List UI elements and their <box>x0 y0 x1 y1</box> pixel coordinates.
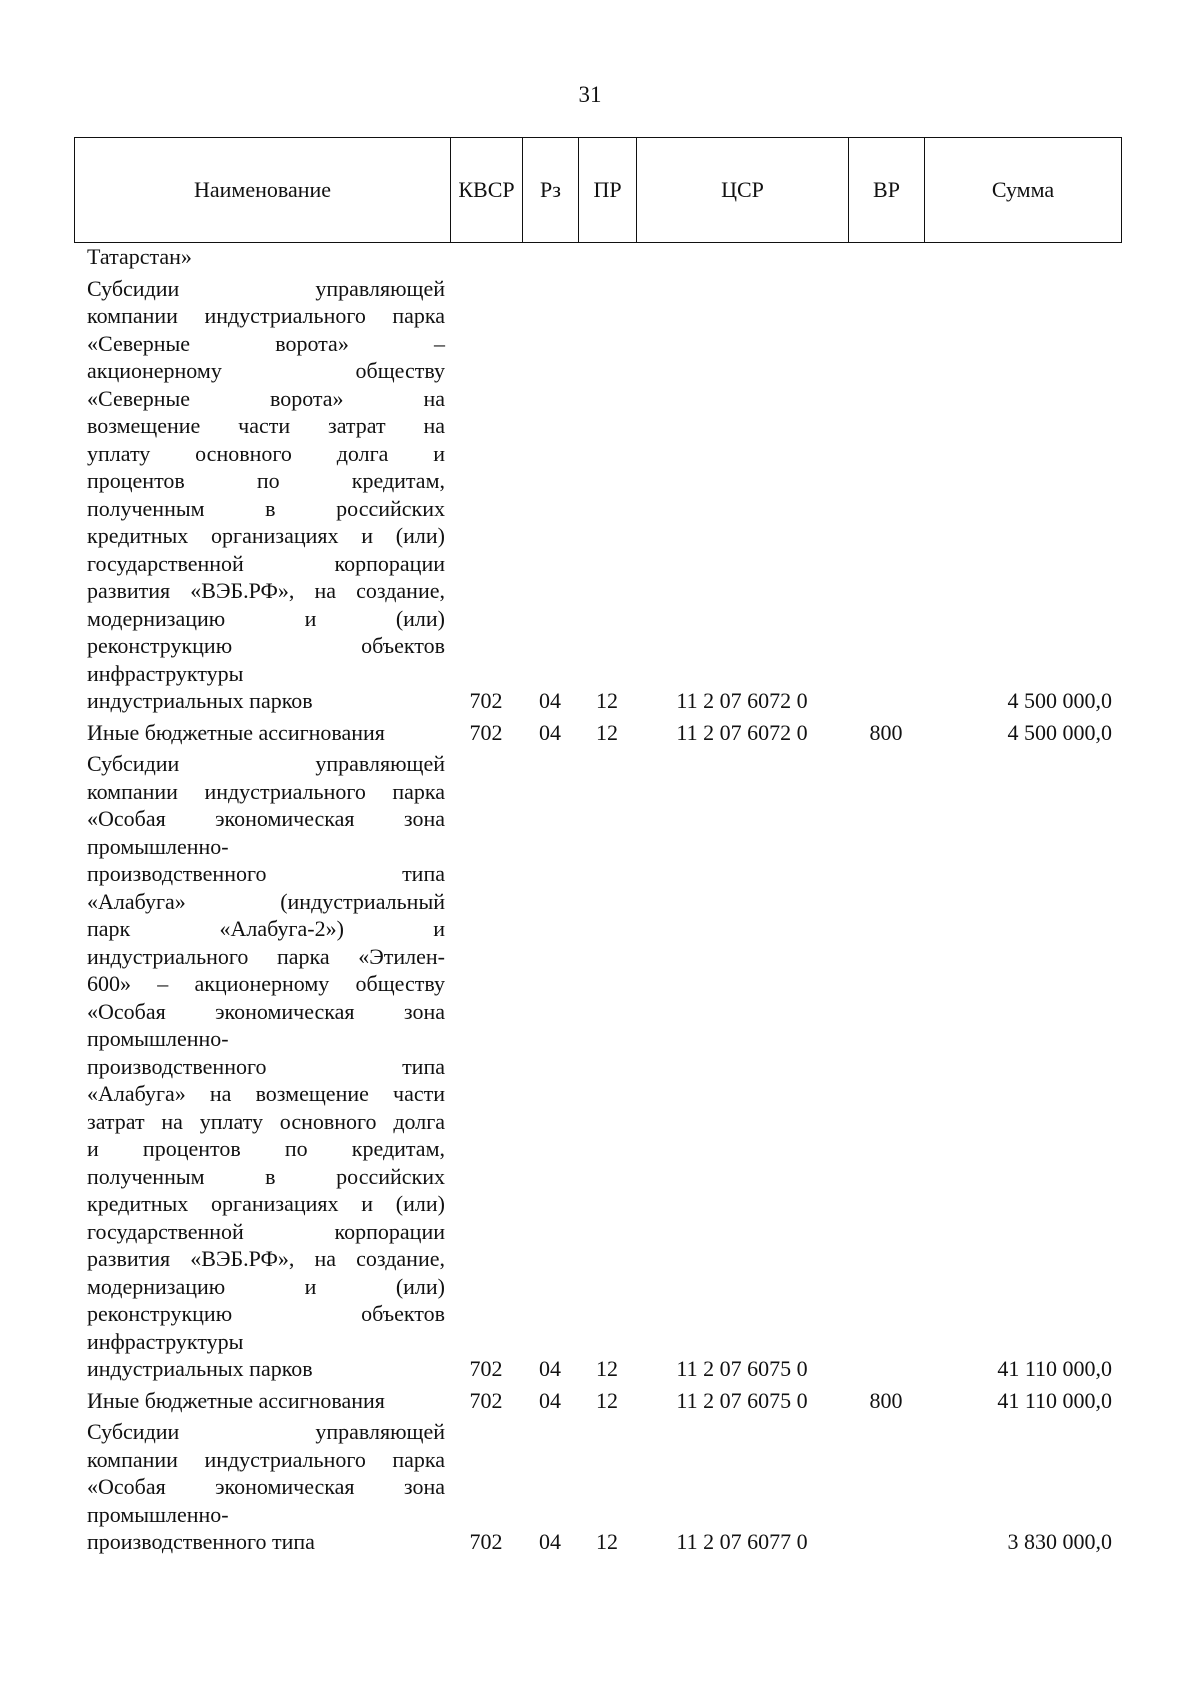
header-pr: ПР <box>579 138 637 242</box>
name-line: Иные бюджетные ассигнования <box>87 1387 385 1413</box>
name-line: промышленно- <box>87 1026 229 1051</box>
name-line: полученным в российских <box>87 495 445 521</box>
name-line: уплату основного долга и <box>87 440 445 466</box>
name-line: «Северные ворота» на <box>87 385 445 411</box>
header-rz: Рз <box>523 138 579 242</box>
name-line: модернизацию и (или) <box>87 1273 445 1299</box>
name-line: инфраструктуры <box>87 660 244 686</box>
name-line: кредитных организациях и (или) <box>87 523 445 548</box>
cell-rz: 04 <box>539 1387 561 1413</box>
name-line: «Алабуга» (индустриальный <box>87 888 445 914</box>
name-line: развития «ВЭБ.РФ», на создание, <box>87 1246 445 1271</box>
cell-pr: 12 <box>596 1356 618 1381</box>
cell-csr: 11 2 07 6072 0 <box>676 688 808 713</box>
name-line: индустриальных парков <box>87 688 313 713</box>
cell-sum: 3 830 000,0 <box>1007 1529 1112 1554</box>
cell-sum: 41 110 000,0 <box>997 1356 1112 1381</box>
name-line: индустриального парка «Этилен- <box>87 943 445 969</box>
cell-kvsr: 702 <box>469 1356 503 1381</box>
name-line: «Особая экономическая зона <box>87 806 445 831</box>
name-line: модернизацию и (или) <box>87 605 445 631</box>
name-line: «Особая экономическая зона <box>87 998 445 1024</box>
cell-name <box>74 1387 450 1415</box>
table-row <box>74 1418 1122 1556</box>
header-sum: Сумма <box>991 177 1055 202</box>
table-row <box>74 750 1122 1383</box>
name-line: компании индустриального парка <box>87 1446 445 1472</box>
cell-pr: 12 <box>596 1529 618 1554</box>
header-kvsr: КВСР <box>451 138 523 242</box>
cell-pr: 12 <box>596 688 618 713</box>
name-line: Субсидии управляющей <box>87 751 445 776</box>
name-line: реконструкцию объектов <box>87 633 445 658</box>
cell-rz: 04 <box>539 719 561 745</box>
name-line: индустриальных парков <box>87 1356 313 1381</box>
cell-vr: 800 <box>869 1387 903 1413</box>
cell-csr: 11 2 07 6075 0 <box>676 1356 808 1381</box>
name-line: «Алабуга» на возмещение части <box>87 1081 445 1106</box>
name-line: инфраструктуры <box>87 1328 244 1354</box>
name-line: процентов по кредитам, <box>87 468 445 493</box>
cell-kvsr: 702 <box>469 688 503 713</box>
header-name: Наименование <box>75 138 451 242</box>
name-line: производственного типа <box>87 861 445 886</box>
cell-pr: 12 <box>596 719 618 745</box>
name-line: «Северные ворота» – <box>87 330 445 356</box>
header-csr: ЦСР <box>637 138 849 242</box>
name-line: «Особая экономическая зона <box>87 1474 445 1499</box>
name-line: и процентов по кредитам, <box>87 1136 445 1161</box>
table-row <box>74 719 1122 747</box>
name-line: акционерному обществу <box>87 358 445 383</box>
table-row <box>74 275 1122 715</box>
cell-rz: 04 <box>539 1356 561 1381</box>
cell-csr: 11 2 07 6077 0 <box>676 1529 808 1554</box>
cell-vr: 800 <box>869 719 903 745</box>
name-line: реконструкцию объектов <box>87 1301 445 1326</box>
cell-name <box>74 243 450 271</box>
table-row <box>74 243 1122 271</box>
name-line: производственного типа <box>87 1053 445 1079</box>
cell-pr: 12 <box>596 1387 618 1413</box>
cell-sum: 4 500 000,0 <box>1007 719 1112 745</box>
cell-csr: 11 2 07 6075 0 <box>676 1387 808 1413</box>
name-line: развития «ВЭБ.РФ», на создание, <box>87 578 445 603</box>
name-line: парк «Алабуга-2») и <box>87 916 445 941</box>
name-line: возмещение части затрат на <box>87 413 445 438</box>
name-line: Иные бюджетные ассигнования <box>87 719 385 745</box>
cell-kvsr: 702 <box>469 1387 503 1413</box>
cell-rz: 04 <box>539 688 561 713</box>
name-line: Татарстан» <box>87 244 192 269</box>
name-line: 600» – акционерному обществу <box>87 971 445 996</box>
cell-name <box>74 275 450 715</box>
name-line: промышленно- <box>87 833 229 859</box>
table-header <box>74 137 1122 243</box>
cell-sum: 4 500 000,0 <box>1007 688 1112 713</box>
name-line: компании индустриального парка <box>87 303 445 328</box>
cell-sum: 41 110 000,0 <box>997 1387 1112 1413</box>
name-line: кредитных организациях и (или) <box>87 1191 445 1216</box>
cell-kvsr: 702 <box>469 1529 503 1554</box>
name-line: полученным в российских <box>87 1163 445 1189</box>
name-line: затрат на уплату основного долга <box>87 1108 445 1134</box>
header-vr: ВР <box>849 138 925 242</box>
name-line: промышленно- <box>87 1501 229 1527</box>
name-line: государственной корпорации <box>87 550 445 576</box>
table-row <box>74 1387 1122 1415</box>
cell-name <box>74 719 450 747</box>
name-line: компании индустриального парка <box>87 778 445 804</box>
cell-kvsr: 702 <box>469 719 503 745</box>
cell-rz: 04 <box>539 1529 561 1554</box>
name-line: государственной корпорации <box>87 1218 445 1244</box>
cell-name <box>74 1418 450 1556</box>
row-gap <box>74 1556 1122 1560</box>
cell-name <box>74 750 450 1383</box>
table-body <box>74 243 1122 1560</box>
name-line: Субсидии управляющей <box>87 275 445 301</box>
page-number: 31 <box>578 82 602 107</box>
name-line: производственного типа <box>87 1529 315 1554</box>
name-line: Субсидии управляющей <box>87 1419 445 1444</box>
cell-csr: 11 2 07 6072 0 <box>676 719 808 745</box>
